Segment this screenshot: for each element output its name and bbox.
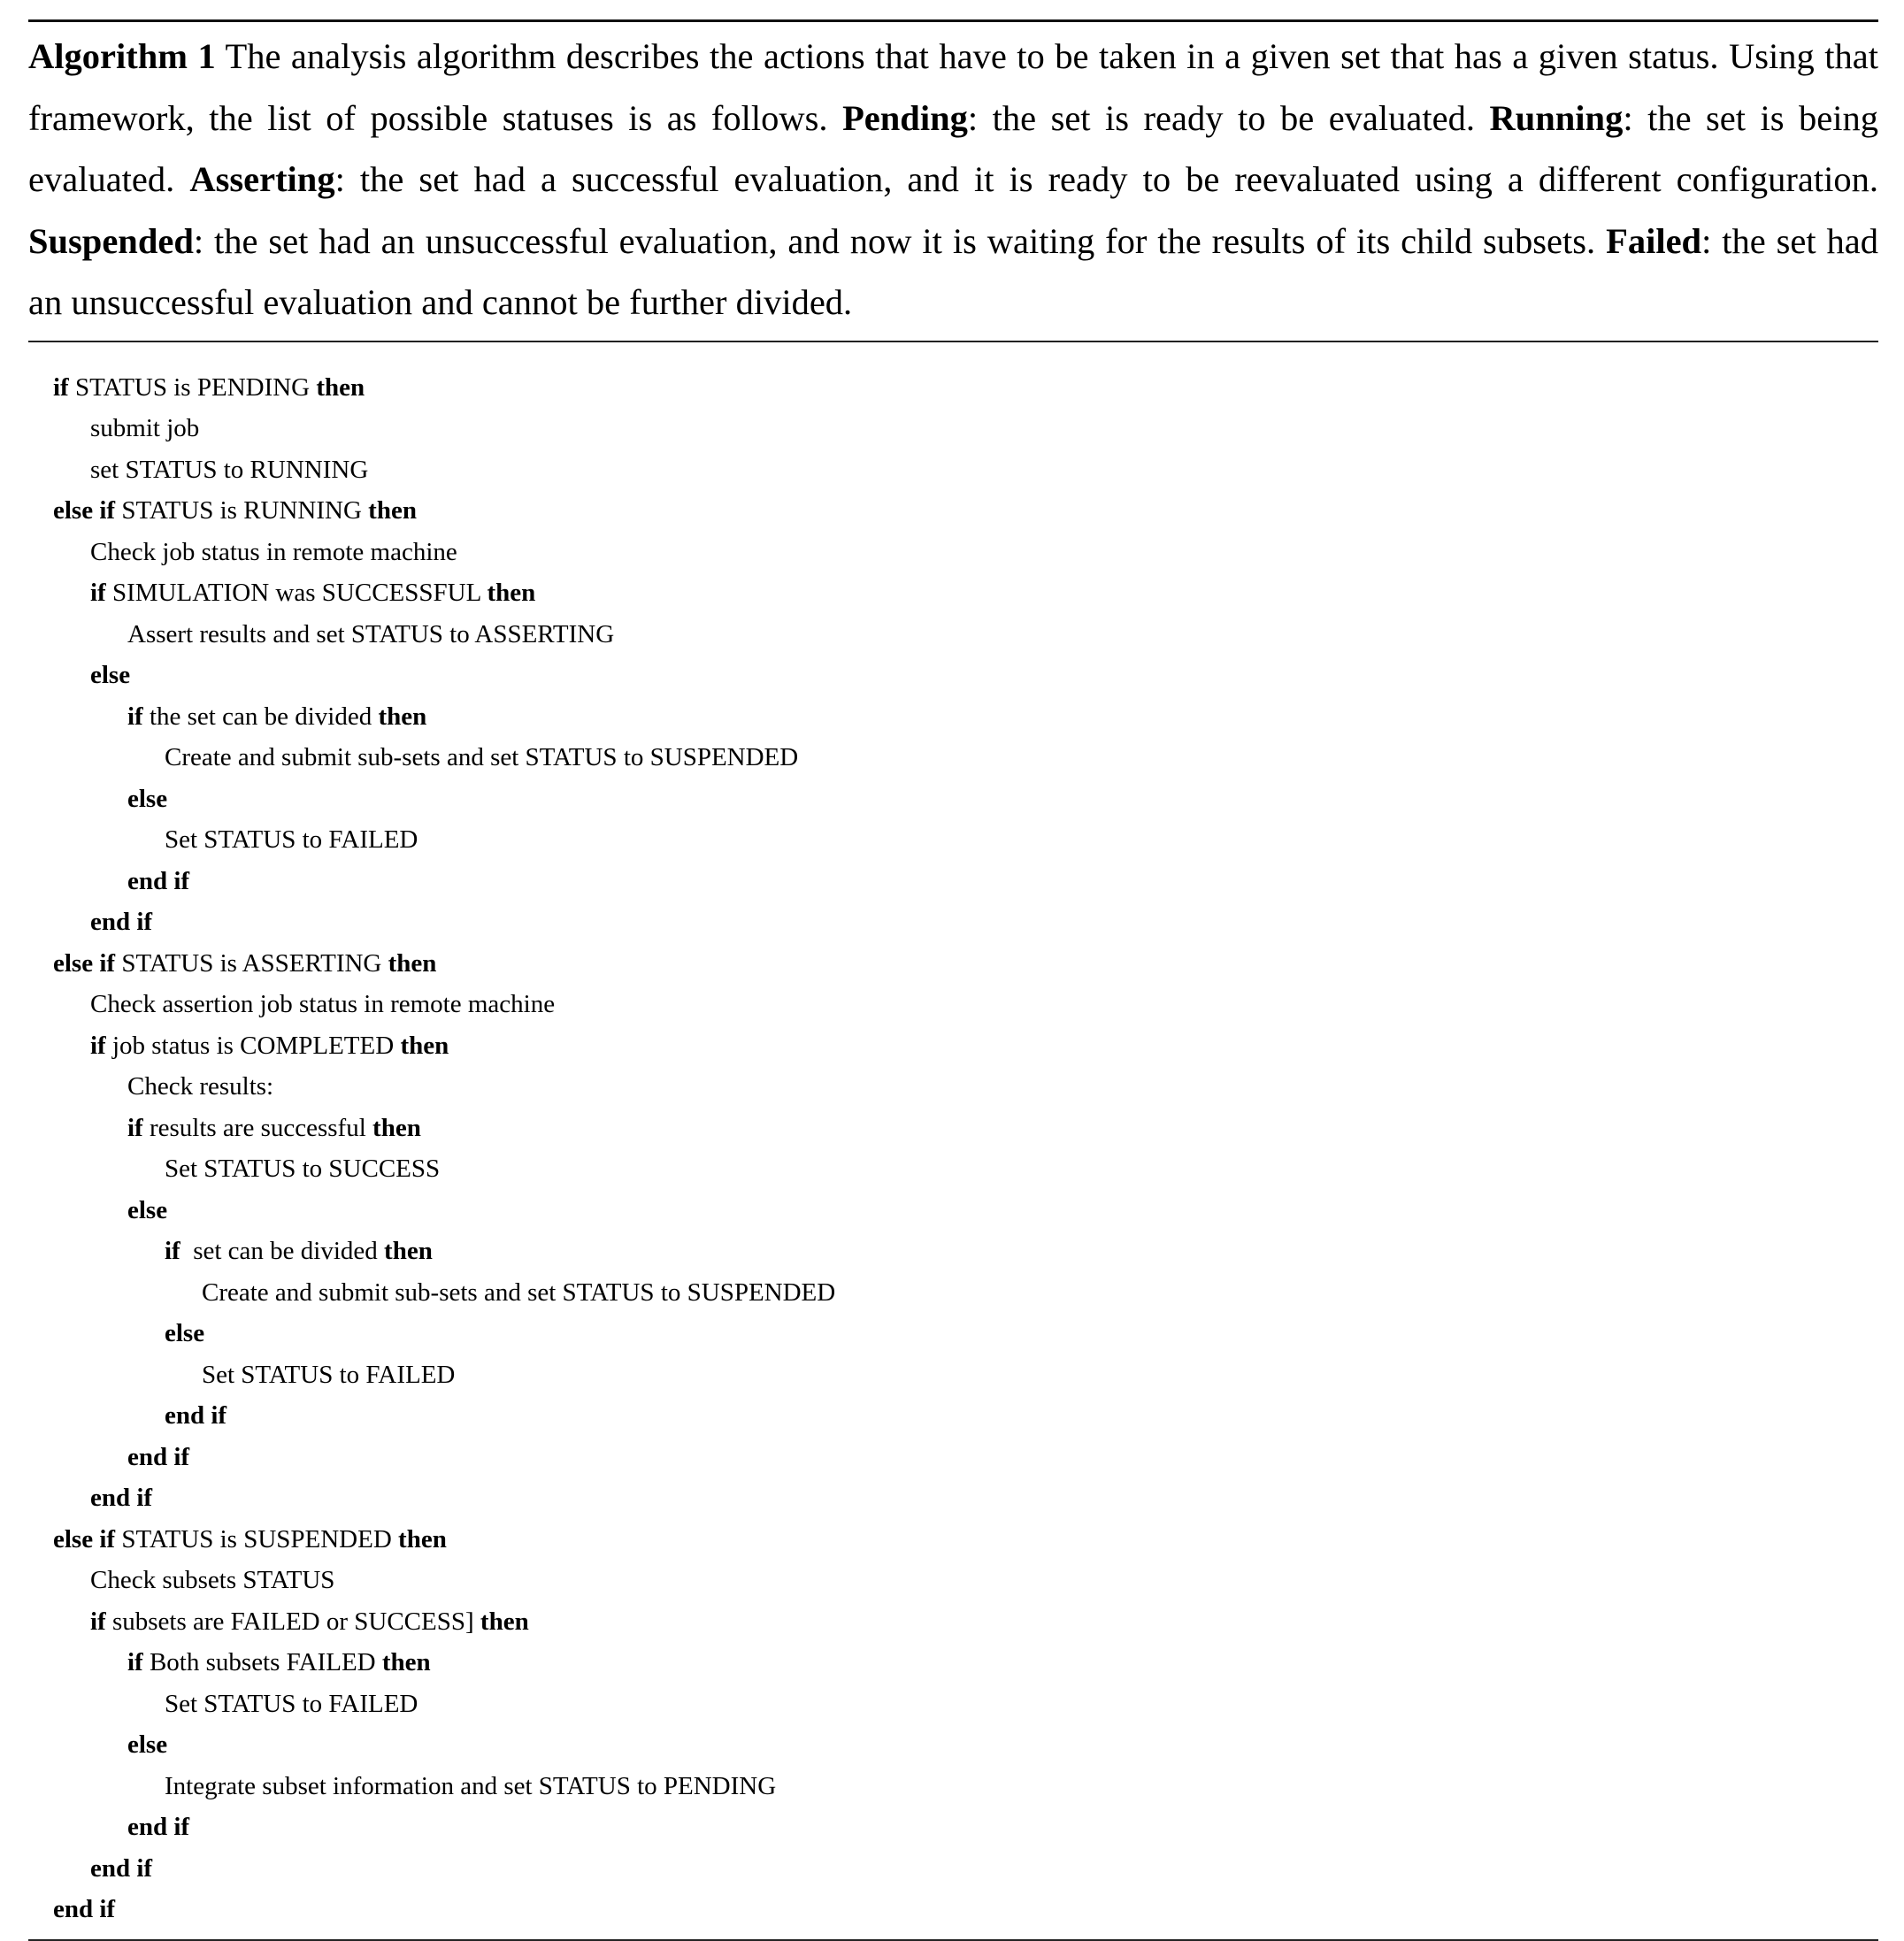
statement-text: Check job status in remote machine [90,537,457,566]
code-line [28,779,1878,820]
code-line [28,614,1878,656]
code-line [28,449,1878,491]
code-line [28,1395,1878,1437]
code-line [28,1766,1878,1807]
statement-text: set can be divided [180,1237,385,1265]
statement-text: STATUS is SUSPENDED [115,1524,399,1554]
keyword: if [127,1648,143,1676]
keyword: else [127,784,168,813]
caption-text: : the set had an unsuccessful evaluation and cannot be further divided. [28,220,1878,322]
keyword: then [480,1607,529,1636]
keyword: then [400,1031,449,1060]
statement-text: the set can be divided [142,702,379,731]
code-line [28,1560,1878,1601]
pseudocode [28,342,1878,1930]
statement-text: Assert results and set STATUS to ASSERTING [127,619,615,648]
keyword: end if [90,1853,153,1883]
status-term: Suspended [28,220,194,261]
code-line [28,861,1878,902]
code-line [28,943,1878,985]
code-line [28,532,1878,573]
keyword: if [127,1113,143,1142]
statement-text: STATUS is PENDING [68,372,317,402]
code-line [28,737,1878,779]
caption-text: : the set had a successful evaluation, and it is ready to be reevaluated using a different configuration. [334,159,1878,199]
caption-text: : the set had an unsuccessful evaluation, and now it is waiting for the results of its child subsets. [193,220,1607,261]
statement-text: job status is COMPLETED [105,1031,401,1060]
statement-text: Set STATUS to FAILED [202,1360,456,1389]
code-line [28,901,1878,943]
code-line [28,1025,1878,1067]
keyword: else if [53,948,116,978]
keyword: else [165,1319,205,1347]
keyword: if [90,1031,106,1060]
keyword: else [127,1730,168,1759]
code-line [28,1108,1878,1149]
code-line [28,1889,1878,1930]
keyword: if [165,1237,180,1265]
statement-text: Check assertion job status in remote machine [90,990,556,1018]
status-term: Failed [1606,220,1702,261]
code-line [28,1519,1878,1561]
algorithm-block [28,19,1878,1941]
code-line [28,1231,1878,1272]
code-line [28,655,1878,696]
code-line [28,1437,1878,1478]
code-line [28,1601,1878,1643]
keyword: else if [53,496,116,525]
code-line [28,1848,1878,1890]
statement-text: Check subsets STATUS [90,1566,335,1594]
keyword: then [372,1113,421,1142]
keyword: then [378,702,427,731]
caption-text: : the set is being evaluated. [28,97,1878,199]
code-line [28,572,1878,614]
statement-text: subsets are FAILED or SUCCESS] [105,1607,480,1636]
code-line [28,1148,1878,1190]
keyword: end if [90,1484,153,1512]
status-term: Pending [842,97,968,138]
statement-text: STATUS is RUNNING [115,496,369,525]
code-line [28,367,1878,409]
keyword: then [487,579,536,607]
code-line [28,819,1878,861]
code-line [28,1272,1878,1314]
keyword: else [90,661,131,689]
keyword: then [316,372,365,402]
statement-text: Both subsets FAILED [142,1648,382,1676]
code-line [28,1477,1878,1519]
keyword: else if [53,1524,116,1554]
keyword: end if [165,1401,227,1430]
algorithm-caption [28,22,1878,341]
code-line [28,1354,1878,1396]
keyword: then [381,1648,431,1676]
code-line [28,1642,1878,1684]
keyword: then [388,948,437,978]
code-line [28,984,1878,1025]
statement-text: submit job [90,414,200,442]
code-line [28,490,1878,532]
code-line [28,696,1878,738]
caption-body [28,36,1878,322]
code-line [28,1684,1878,1725]
keyword: then [368,496,417,525]
keyword: else [127,1195,168,1224]
status-term: Running [1489,97,1624,138]
code-line [28,1066,1878,1108]
code-line [28,1313,1878,1354]
keyword: end if [127,866,190,895]
keyword: if [90,1607,106,1636]
statement-text: set STATUS to RUNNING [90,455,369,484]
statement-text: Create and submit sub-sets and set STATUS to SUSPENDED [202,1277,836,1307]
statement-text: Set STATUS to FAILED [165,1689,418,1718]
keyword: if [90,579,106,607]
keyword: end if [90,908,153,936]
keyword: if [127,702,143,731]
statement-text: Set STATUS to SUCCESS [165,1155,441,1183]
statement-text: SIMULATION was SUCCESSFUL [105,579,488,607]
caption-text: : the set is ready to be evaluated. [967,97,1490,138]
keyword: if [53,372,69,402]
code-line [28,1190,1878,1231]
statement-text: Create and submit sub-sets and set STATUS to SUSPENDED [165,743,799,771]
code-line [28,1807,1878,1848]
code-line [28,408,1878,449]
status-term: Asserting [189,159,335,199]
statement-text: Set STATUS to FAILED [165,825,418,854]
keyword: end if [53,1895,116,1923]
keyword: end if [127,1813,190,1841]
keyword: then [398,1524,447,1554]
caption-text: The analysis algorithm describes the actions that have to be taken in a given set that has a given status. Using that framework, the list of possible statuses is as follows. [28,36,1878,138]
statement-text: Integrate subset information and set STATUS to PENDING [165,1771,777,1800]
statement-text: STATUS is ASSERTING [115,948,388,978]
bottom-rule [28,1939,1878,1941]
code-line [28,1724,1878,1766]
statement-text: results are successful [142,1113,373,1142]
keyword: then [384,1237,433,1265]
algorithm-label: Algorithm 1 [28,36,216,76]
statement-text: Check results: [127,1072,274,1101]
keyword: end if [127,1442,190,1471]
